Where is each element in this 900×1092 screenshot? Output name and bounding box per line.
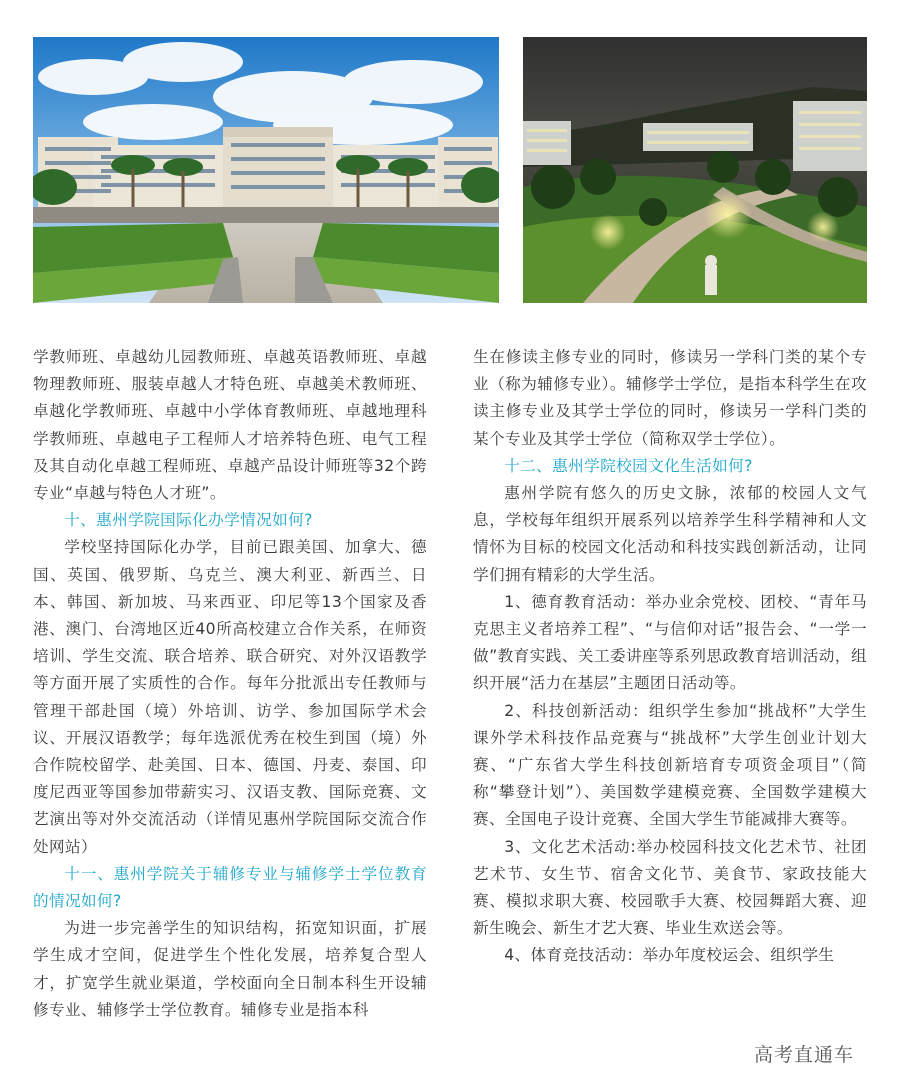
paragraph-sports: 4、体育竞技活动：举办年度校运会、组织学生: [504, 946, 835, 965]
paragraph-minor-degree-cont: 生在修读主修专业的同时，修读另一学科门类的某个专业（称为辅修专业）。辅修学士学位，是指本科学生在攻读主修专业及其学士学位的同时，修读另一学科门类的某个专业及其学士学位（简称双学士学位）。: [473, 348, 867, 448]
paragraph-moral-education: 1、德育教育活动：举办业余党校、团校、“青年马克思主义者培养工程”、“与信仰对话”报告会、“一学一做”教育实践、关工委讲座等系列思政教育培训活动，组织开展“活力在基层”主题团日活动等。: [473, 592, 867, 693]
paragraph-campus-culture: 惠州学院有悠久的历史文脉，浓郁的校园人文气息，学校每年组织开展系列以培养学生科学精神和人文情怀为目标的校园文化活动和科技实践创新活动，让同学们拥有精彩的大学生活。: [473, 484, 867, 584]
paragraph-tech-innovation: 2、科技创新活动：组织学生参加“挑战杯”大学生课外学术科技作品竞赛与“挑战杯”大学生创业计划大赛、“广东省大学生科技创新培育专项资金项目”（简称“攀登计划”）、美国数学建模竞赛、全国数学建模大赛、全国电子设计竞赛、全国大学生节能减排大赛等。: [473, 701, 867, 829]
question-heading-10: 十、惠州学院国际化办学情况如何?: [64, 511, 313, 530]
question-heading-11: 十一、惠州学院关于辅修专业与辅修学士学位教育的情况如何?: [33, 864, 427, 911]
campus-building-illustration: [33, 37, 499, 303]
right-text-column: [473, 344, 867, 970]
campus-night-illustration: [523, 37, 867, 303]
paragraph-talent-classes-cont: 学教师班、卓越幼儿园教师班、卓越英语教师班、卓越物理教师班、服装卓越人才特色班、卓越美术教师班、卓越化学教师班、卓越中小学体育教师班、卓越地理科学教师班、卓越电子工程师人才培养特色班、电气工程及其自动化卓越工程师班、卓越产品设计师班等32个跨专业“卓越与特色人才班”。: [33, 348, 427, 503]
paragraph-internationalization: 学校坚持国际化办学，目前已跟美国、加拿大、德国、英国、俄罗斯、乌克兰、澳大利亚、新西兰、日本、韩国、新加坡、马来西亚、印尼等13个国家及香港、澳门、台湾地区近40所高校建立合作关系，在师资培训、学生交流、联合培养、联合研究、对外汉语教学等方面开展了实质性的合作。每年分批派出专任教师与管理干部赴国（境）外培训、访学、参加国际学术会议、开展汉语教学；每年选派优秀在校生到国（境）外合作院校留学、赴美国、日本、德国、丹麦、泰国、印度尼西亚等国参加带薪实习、汉语支教、国际竞赛、文艺演出等对外交流活动（详情见惠州学院国际交流合作处网站）: [33, 538, 427, 856]
campus-night-photo: [523, 37, 867, 303]
question-heading-12: 十二、惠州学院校园文化生活如何?: [504, 456, 753, 475]
paragraph-culture-art: 3、文化艺术活动:举办校园科技文化艺术节、社团艺术节、女生节、宿舍文化节、美食节、家政技能大赛、模拟求职大赛、校园歌手大赛、校园舞蹈大赛、迎新生晚会、新生才艺大赛、毕业生欢送会等。: [473, 837, 867, 938]
campus-building-photo: [33, 37, 499, 303]
watermark: 高考直通车: [754, 1044, 855, 1066]
paragraph-minor-degree: 为进一步完善学生的知识结构，拓宽知识面，扩展学生成才空间，促进学生个性化发展，培养复合型人才，扩宽学生就业渠道，学校面向全日制本科生开设辅修专业、辅修学士学位教育。辅修专业是指本科: [33, 919, 427, 1019]
left-text-column: [33, 344, 427, 1024]
